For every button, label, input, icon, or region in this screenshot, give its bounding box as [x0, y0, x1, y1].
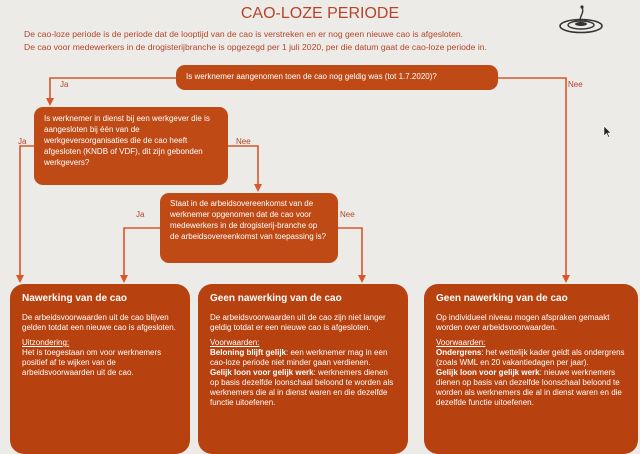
- label-ja: Ja: [136, 210, 145, 219]
- mouse-cursor-icon: [604, 126, 612, 138]
- intro-line: De cao voor medewerkers in de drogisterijbranche is opgezegd per 1 juli 2020, per die datum gaat de cao-loze periode in.: [24, 42, 487, 52]
- gelijk-loon-text: : nieuwe werknemers dienen op basis van dezelfde loonschaal beloond te worden als werknemers die al in dienst waren en die dezelfde functie uitoefenen.: [436, 368, 622, 407]
- outcome-text: De arbeidsvoorwaarden uit de cao blijven gelden totdat een nieuwe cao is afgesloten.: [22, 313, 176, 332]
- voorwaarden-label: Voorwaarden:: [210, 338, 260, 347]
- question-cao-geldig: Is werknemer aangenomen toen de cao nog geldig was (tot 1.7.2020)?: [176, 65, 498, 90]
- outcome-geen-nawerking-individueel: [424, 284, 638, 454]
- beloning-text: : een werknemer mag in een cao-loze periode niet minder gaan verdienen.: [210, 348, 388, 367]
- outcome-text: De arbeidsvoorwaarden uit de cao zijn niet langer geldig totdat er een nieuwe cao is afgesloten.: [210, 313, 386, 332]
- ondergrens-text: : het wettelijk kader geldt als ondergrens (zoals WML en 20 vakantiedagen per jaar).: [436, 348, 625, 367]
- label-ja: Ja: [18, 137, 27, 146]
- label-ja: Ja: [60, 80, 69, 89]
- gelijk-loon-text: : werknemers dienen op basis dezelfde loonschaal beloond te worden als werknemers die al in dienst waren en die dezelfde functie uitoefenen.: [210, 368, 394, 407]
- outcome-text: Op individueel niveau mogen afspraken gemaakt worden over arbeidsvoorwaarden.: [436, 313, 610, 332]
- uitzondering-label: Uitzondering:: [22, 338, 70, 347]
- label-nee: Nee: [568, 80, 583, 89]
- label-nee: Nee: [340, 210, 355, 219]
- outcome-geen-nawerking: [198, 284, 408, 454]
- beloning-label: Beloning blijft gelijk: [210, 348, 286, 357]
- question-gebonden-werkgever: Is werknemer in dienst bij een werkgever die is aangesloten bij één van de werkgeversorganisaties die de cao heeft afgesloten (KNDB of VDF), dit zijn gebonden werkgevers?: [34, 107, 228, 185]
- outcome-title: Geen nawerking van de cao: [436, 293, 568, 304]
- page-title: CAO-LOZE PERIODE: [240, 5, 400, 22]
- gelijk-loon-label: Gelijk loon voor gelijk werk: [436, 368, 540, 377]
- outcome-nawerking: [10, 284, 190, 454]
- intro-line: De cao-loze periode is de periode dat de looptijd van de cao is verstreken en er nog geen nieuwe cao is afgesloten.: [24, 29, 464, 39]
- ondergrens-label: Ondergrens: [436, 348, 482, 357]
- label-nee: Nee: [236, 137, 251, 146]
- uitzondering-text: Het is toegestaan om voor werknemers positief af te wijken van de arbeidsvoorwaarden uit de cao.: [22, 348, 162, 377]
- outcome-title: Geen nawerking van de cao: [210, 293, 342, 304]
- voorwaarden-label: Voorwaarden:: [436, 338, 486, 347]
- gelijk-loon-label: Gelijk loon voor gelijk werk: [210, 368, 314, 377]
- question-arbeidsovereenkomst: Staat in de arbeidsovereenkomst van de werknemer opgenomen dat de cao voor medewerkers in de drogisterij-branche op de arbeidsovereenkomst van toepassing is?: [160, 193, 338, 263]
- outcome-title: Nawerking van de cao: [22, 293, 128, 304]
